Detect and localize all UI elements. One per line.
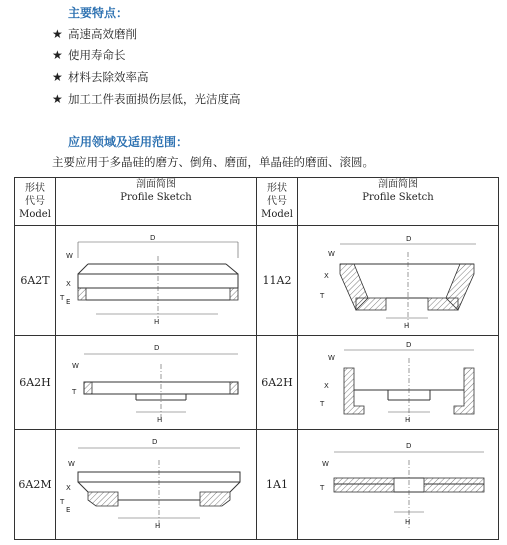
- product-table: [14, 177, 499, 540]
- svg-text:E: E: [66, 506, 71, 514]
- svg-text:H: H: [404, 322, 410, 330]
- svg-text:H: H: [155, 522, 161, 530]
- profile-sketch-6a2m: [56, 430, 257, 540]
- svg-text:X: X: [66, 280, 71, 288]
- svg-text:T: T: [320, 400, 325, 408]
- model-name: 6A2H: [15, 336, 56, 430]
- profile-sketch-1a1: [298, 430, 499, 540]
- model-name: 1A1: [257, 430, 298, 540]
- svg-text:T: T: [60, 498, 65, 506]
- svg-text:X: X: [66, 484, 71, 492]
- svg-text:D: D: [406, 341, 412, 349]
- svg-text:W: W: [68, 460, 75, 468]
- svg-text:E: E: [66, 298, 71, 306]
- feature-item: ★ 材料去除效率高: [52, 70, 149, 84]
- svg-text:T: T: [320, 292, 325, 300]
- svg-text:H: H: [405, 416, 411, 424]
- svg-text:D: D: [150, 234, 156, 242]
- feature-item: ★ 加工工件表面损伤层低，光洁度高: [52, 92, 241, 106]
- svg-text:H: H: [405, 518, 411, 526]
- feature-item: ★ 使用寿命长: [52, 48, 126, 62]
- features-title: 主要特点：: [68, 6, 129, 20]
- svg-text:W: W: [328, 250, 335, 258]
- svg-text:X: X: [324, 382, 329, 390]
- model-name: 6A2T: [15, 226, 56, 336]
- svg-text:X: X: [324, 272, 329, 280]
- star-icon: ★: [52, 70, 63, 84]
- profile-sketch-11a2: [298, 226, 499, 336]
- svg-text:W: W: [322, 460, 329, 468]
- model-header: 形状 代号 Model: [15, 178, 56, 226]
- svg-text:H: H: [154, 318, 160, 326]
- profile-sketch-6a2h-left: [56, 336, 257, 430]
- svg-text:W: W: [72, 362, 79, 370]
- star-icon: ★: [52, 27, 63, 41]
- svg-text:D: D: [406, 442, 412, 450]
- svg-text:D: D: [406, 235, 412, 243]
- sketch-header: 剖面简图 Profile Sketch: [298, 178, 499, 226]
- star-icon: ★: [52, 48, 63, 62]
- svg-text:T: T: [72, 388, 77, 396]
- model-name: 6A2M: [15, 430, 56, 540]
- profile-sketch-6a2t: [56, 226, 257, 336]
- svg-text:H: H: [157, 416, 163, 424]
- svg-text:W: W: [66, 252, 73, 260]
- svg-text:T: T: [320, 484, 325, 492]
- profile-sketch-6a2h-right: [298, 336, 499, 430]
- star-icon: ★: [52, 92, 63, 106]
- sketch-header: 剖面简图 Profile Sketch: [56, 178, 257, 226]
- svg-text:W: W: [328, 354, 335, 362]
- svg-text:T: T: [60, 294, 65, 302]
- model-header: 形状 代号 Model: [257, 178, 298, 226]
- model-name: 6A2H: [257, 336, 298, 430]
- svg-text:D: D: [152, 438, 158, 446]
- application-text: 主要应用于多晶硅的磨方、倒角、磨面，单晶硅的磨面、滚圆。: [52, 155, 374, 169]
- model-name: 11A2: [257, 226, 298, 336]
- feature-item: ★ 高速高效磨削: [52, 27, 137, 41]
- application-title: 应用领域及适用范围：: [68, 135, 189, 149]
- svg-text:D: D: [154, 344, 160, 352]
